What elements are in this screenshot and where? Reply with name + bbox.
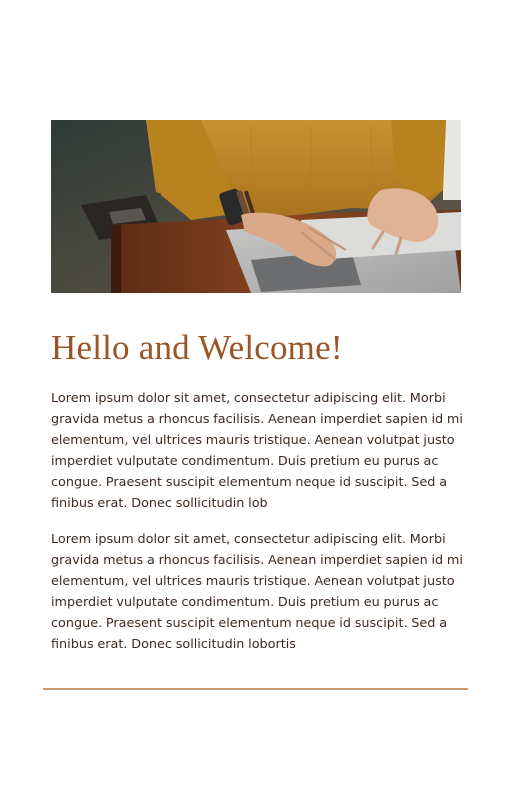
hero-image bbox=[51, 120, 461, 293]
hero-photo-illustration bbox=[51, 120, 461, 293]
page-title: Hello and Welcome! bbox=[51, 328, 343, 367]
body-paragraph-1: Lorem ipsum dolor sit amet, consectetur adipiscing elit. Morbi gravida metus a rhoncus facilisis. Aenean imperdiet sapien id mi elementum, vel ultrices mauris tristique. Aenean volutpat justo imperdiet vulputate condimentum. Duis pretium eu purus ac congue. Praesent suscipit elementum neque id suscipit. Sed a finibus erat. Donec sollicitudin lob bbox=[51, 391, 463, 511]
section-divider bbox=[43, 688, 468, 690]
body-paragraph-2: Lorem ipsum dolor sit amet, consectetur adipiscing elit. Morbi gravida metus a rhoncus facilisis. Aenean imperdiet sapien id mi elementum, vel ultrices mauris tristique. Aenean volutpat justo imperdiet vulputate condimentum. Duis pretium eu purus ac congue. Praesent suscipit elementum neque id suscipit. Sed a finibus erat. Donec sollicitudin lobortis bbox=[51, 532, 463, 652]
